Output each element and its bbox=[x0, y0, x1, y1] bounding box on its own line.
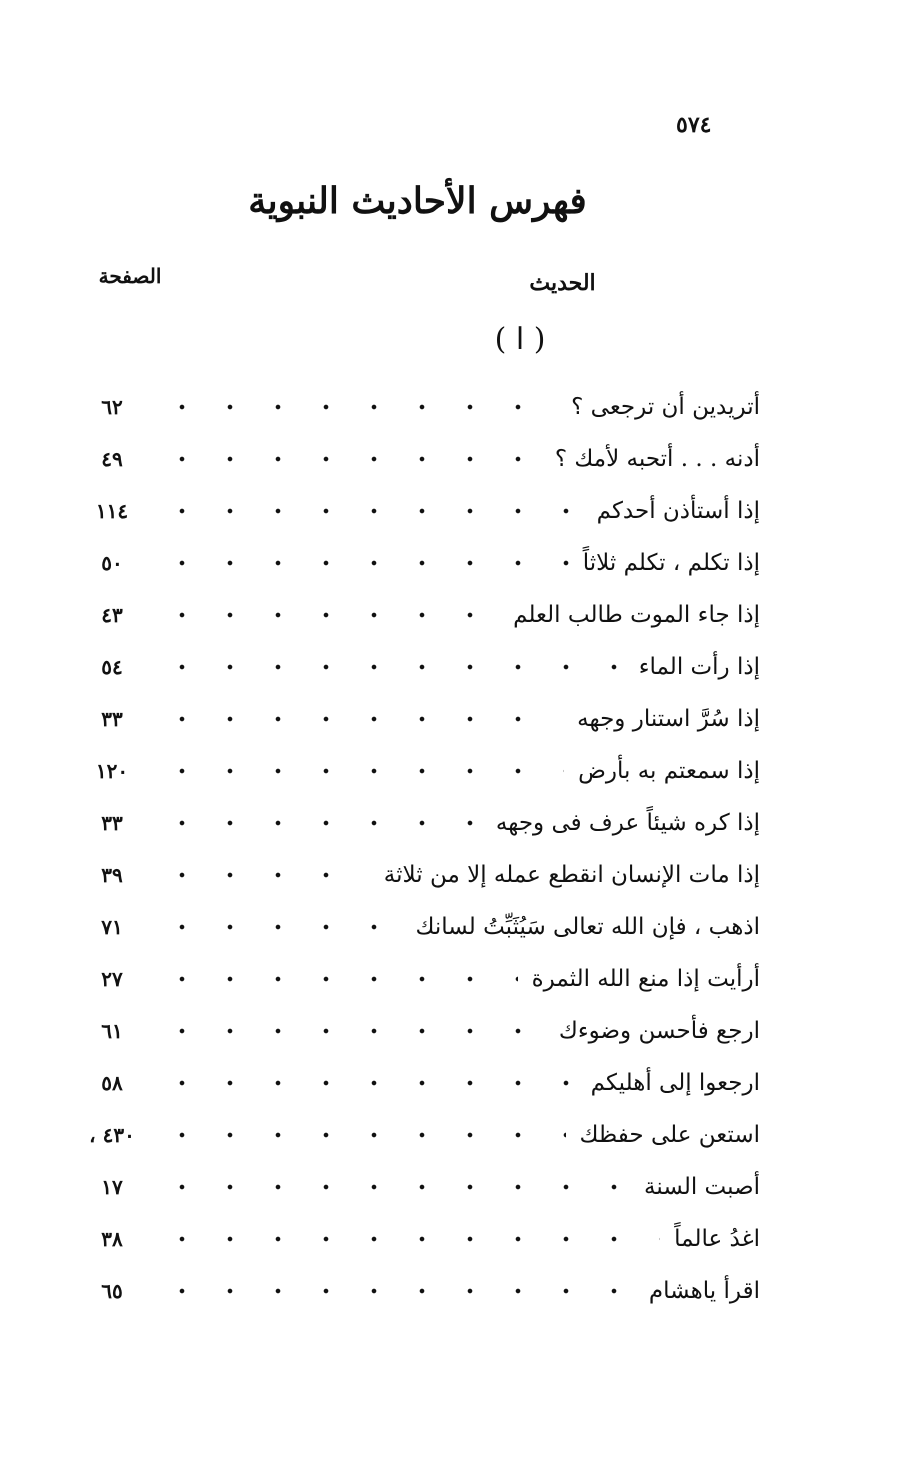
column-header-hadith: الحديث bbox=[529, 270, 596, 296]
column-header-page: الصفحة bbox=[98, 264, 162, 288]
dot-leader bbox=[158, 1080, 577, 1086]
dot-leader bbox=[158, 1236, 660, 1242]
entry-text: أدنه . . . أتحبه لأمك ؟ bbox=[554, 446, 760, 472]
dot-leader bbox=[158, 508, 583, 514]
entry-page-number: ٦٢ bbox=[101, 395, 123, 419]
entry-text: إذا سُرَّ استنار وجهه bbox=[577, 706, 760, 732]
index-entry bbox=[80, 589, 760, 641]
entry-text: ارجعوا إلى أهليكم bbox=[590, 1070, 760, 1096]
index-entry bbox=[80, 745, 760, 797]
dot-leader bbox=[158, 1184, 630, 1190]
index-entry bbox=[80, 1161, 760, 1213]
index-entry bbox=[80, 693, 760, 745]
index-entry bbox=[80, 485, 760, 537]
index-entry bbox=[80, 797, 760, 849]
dot-leader bbox=[158, 560, 569, 566]
entry-page-number: ٤٣ bbox=[101, 603, 123, 627]
entry-text: إذا رأت الماء bbox=[638, 654, 760, 680]
entry-page-number: ٣٣ bbox=[101, 707, 123, 731]
entry-page-number: ٧١ bbox=[101, 915, 123, 939]
dot-leader bbox=[158, 456, 541, 462]
entry-page-number: ١٧ bbox=[101, 1175, 123, 1199]
entry-text: ارجع فأحسن وضوءك bbox=[558, 1018, 760, 1044]
page-number: ٥٧٤ bbox=[676, 112, 712, 138]
entry-page-number: ٣٣ bbox=[101, 811, 123, 835]
dot-leader bbox=[158, 924, 401, 930]
dot-leader bbox=[158, 664, 625, 670]
entry-page-number: ٦٥ bbox=[101, 1279, 123, 1303]
entry-text: إذا جاء الموت طالب العلم bbox=[513, 602, 760, 628]
index-entry bbox=[80, 381, 760, 433]
index-entry bbox=[80, 433, 760, 485]
entry-text: اقرأ ياهشام bbox=[648, 1278, 760, 1304]
dot-leader bbox=[158, 820, 482, 826]
dot-leader bbox=[158, 768, 564, 774]
dot-leader bbox=[158, 976, 518, 982]
index-entry bbox=[80, 1213, 760, 1265]
dot-leader bbox=[158, 612, 499, 618]
entry-text: إذا أستأذن أحدكم bbox=[596, 498, 760, 524]
section-letter-heading: ( ا ) bbox=[494, 322, 546, 357]
dot-leader bbox=[158, 404, 557, 410]
dot-leader bbox=[158, 872, 370, 878]
entry-text: استعن على حفظك bbox=[579, 1122, 760, 1148]
index-entry bbox=[80, 1109, 760, 1161]
entry-text: أرأيت إذا منع الله الثمرة bbox=[531, 966, 760, 992]
index-entry bbox=[80, 1057, 760, 1109]
entry-page-number: ١١٤ bbox=[95, 499, 129, 523]
dot-leader bbox=[158, 1288, 635, 1294]
index-entry bbox=[80, 849, 760, 901]
dot-leader bbox=[158, 716, 563, 722]
index-entry bbox=[80, 1005, 760, 1057]
entry-page-number: ٥٨ bbox=[101, 1071, 123, 1095]
entry-page-number: ١٢٠ bbox=[95, 759, 129, 783]
entry-text: أصبت السنة bbox=[644, 1174, 760, 1200]
entry-text: إذا تكلم ، تكلم ثلاثاً bbox=[582, 550, 760, 576]
entry-text: أتريدين أن ترجعى ؟ bbox=[571, 394, 760, 420]
entry-text: اغدُ عالماً bbox=[674, 1226, 760, 1252]
entry-text: إذا كره شيئاً عرف فى وجهه bbox=[495, 810, 760, 836]
entry-page-number: ٥٤ bbox=[101, 655, 123, 679]
entry-page-number: ٤٣٠ ، bbox=[89, 1123, 135, 1147]
hadith-index-list bbox=[80, 381, 760, 1317]
entry-page-number: ٢٧ bbox=[101, 967, 123, 991]
entry-page-number: ٦١ bbox=[101, 1019, 123, 1043]
index-entry bbox=[80, 537, 760, 589]
entry-page-number: ٣٨ bbox=[101, 1227, 123, 1251]
page-title: فهرس الأحاديث النبوية bbox=[248, 180, 587, 222]
index-entry bbox=[80, 641, 760, 693]
index-entry bbox=[80, 1265, 760, 1317]
dot-leader bbox=[158, 1028, 545, 1034]
entry-page-number: ٥٠ bbox=[101, 551, 123, 575]
dot-leader bbox=[158, 1132, 566, 1138]
entry-text: إذا مات الإنسان انقطع عمله إلا من ثلاثة bbox=[383, 862, 760, 888]
entry-text: إذا سمعتم به بأرض bbox=[578, 758, 760, 784]
entry-page-number: ٤٩ bbox=[101, 447, 123, 471]
index-entry bbox=[80, 901, 760, 953]
entry-page-number: ٣٩ bbox=[101, 863, 123, 887]
index-entry bbox=[80, 953, 760, 1005]
entry-text: اذهب ، فإن الله تعالى سَيُثَبِّتُ لسانك bbox=[415, 914, 760, 940]
